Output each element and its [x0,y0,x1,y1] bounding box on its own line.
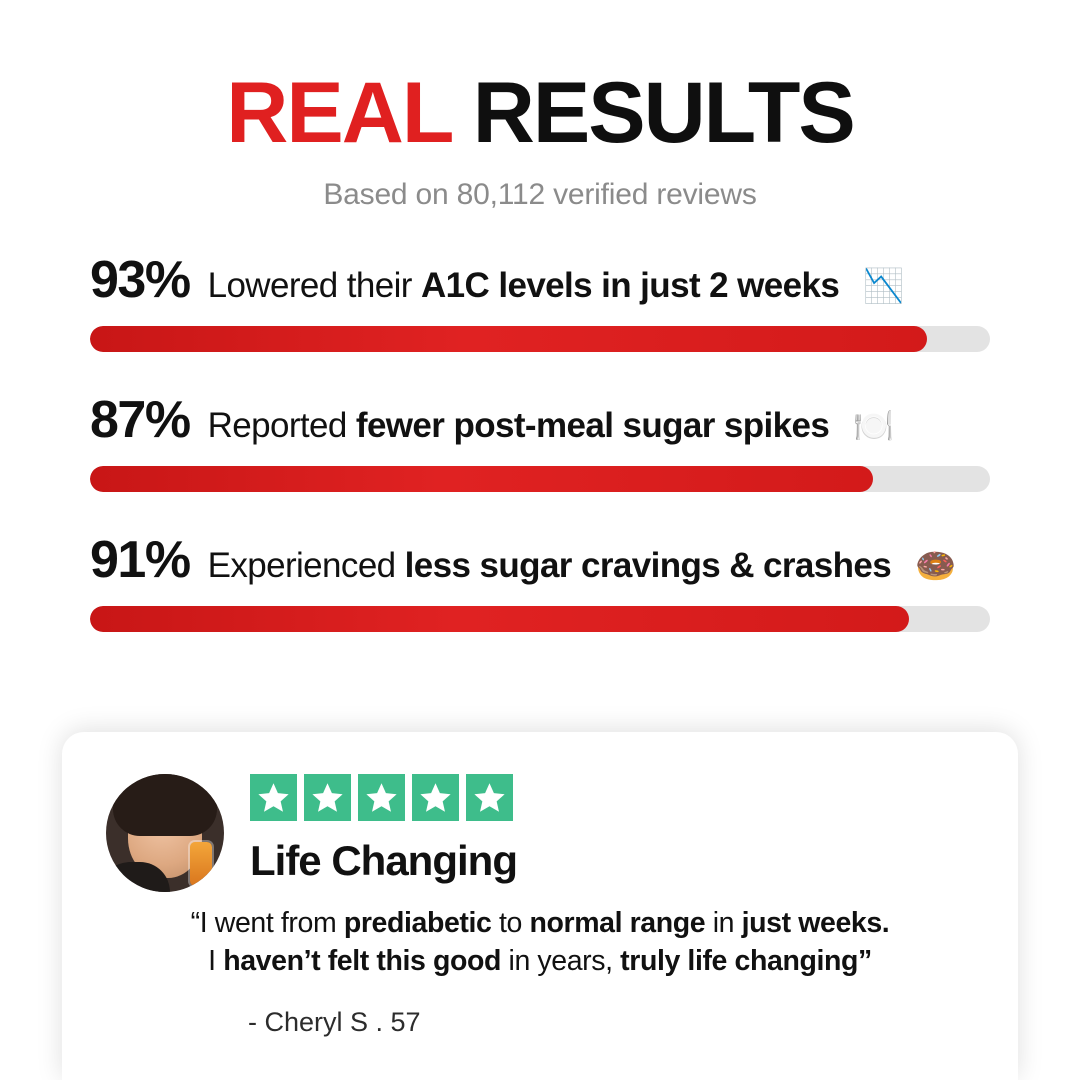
progress-fill [90,606,909,632]
title-word-real: REAL [226,65,451,161]
doughnut-icon: 🍩 [915,547,957,584]
progress-track [90,606,990,632]
stat-line [90,530,990,590]
quote-part: to [491,907,530,939]
product-bottle-icon [190,842,212,886]
quote-part-bold: normal range [529,907,706,939]
star-icon [466,774,513,821]
stat-percent: 87% [90,391,190,449]
stat-percent: 93% [90,251,190,309]
stat-row [90,250,990,352]
subtitle: Based on 80,112 verified reviews [323,178,757,211]
stat-description [208,546,892,586]
star-icon [250,774,297,821]
stat-line [90,390,990,450]
quote-part-bold: prediabetic [343,907,492,939]
review-quote [106,904,974,981]
quote-part-bold: truly life changing” [620,945,872,978]
title-word-results: RESULTS [472,65,854,161]
stat-text-plain: Lowered their [207,266,421,305]
review-body [250,774,974,885]
quote-part-bold: just weeks. [741,907,890,939]
stat-description [208,406,830,446]
plate-fork-knife-icon: 🍽️ [853,407,895,444]
header [0,0,1080,212]
progress-fill [90,326,927,352]
quote-part: in years, [501,945,621,978]
review-title: Life Changing [250,837,517,884]
progress-track [90,326,990,352]
avatar [106,774,224,892]
review-author: - Cheryl S . 57 [248,1006,421,1037]
stat-description [208,266,840,306]
stat-row [90,390,990,492]
page-title [0,65,1080,161]
star-icon [358,774,405,821]
star-icon [304,774,351,821]
quote-part: I [208,945,224,978]
stat-text-plain: Reported [207,406,356,445]
stat-line [90,250,990,310]
stats-list [0,250,1080,632]
progress-track [90,466,990,492]
stat-row [90,530,990,632]
star-rating [250,774,974,821]
star-icon [412,774,459,821]
stat-text-plain: Experienced [207,546,405,585]
quote-part: in [705,907,742,939]
quote-part-bold: haven’t felt this good [223,945,501,978]
chart-decreasing-icon: 📉 [863,267,905,304]
avatar-hair [113,774,217,836]
stat-percent: 91% [90,531,190,589]
review-card [62,732,1018,1080]
progress-fill [90,466,873,492]
stat-text-bold: A1C levels in just 2 weeks [420,266,840,305]
review-header [106,774,974,892]
quote-part: “I went from [190,907,344,939]
stat-text-bold: less sugar cravings & crashes [404,546,892,585]
stat-text-bold: fewer post-meal sugar spikes [355,406,830,445]
